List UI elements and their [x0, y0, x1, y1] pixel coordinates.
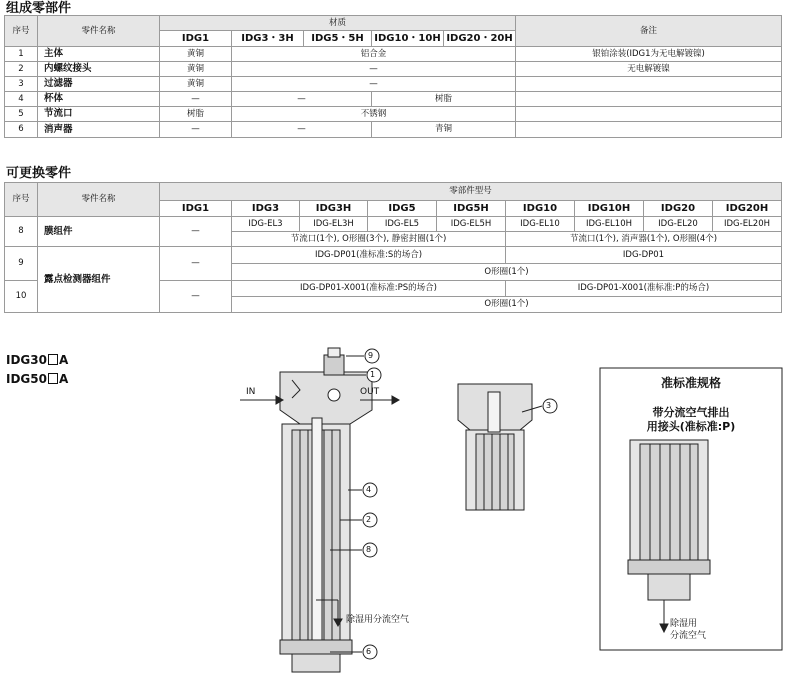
header-part-number: 零部件型号 [160, 183, 782, 201]
section-title-components: 组成零部件 [6, 1, 72, 16]
table-row: 6 消声器 — — 青铜 [5, 122, 782, 138]
table-row: 9 露点检测器组件 — IDG-DP01(准标准:S的场合) IDG-DP01 [5, 247, 782, 264]
table-row: 2 内螺纹接头 黄铜 — 无电解镀镍 [5, 62, 782, 77]
table-row: 10 — IDG-DP01-X001(准标准:PS的场合) IDG-DP01-X001(准标准:P的场合) [5, 281, 782, 297]
model-title-30: IDG30 A [6, 353, 69, 367]
callout-label: 6 [366, 647, 372, 656]
model-header: IDG5 [368, 201, 437, 217]
header-part-name: 零件名称 [38, 16, 160, 47]
table-row: 1 主体 黄铜 铝合金 银铂涂装(IDG1为无电解镀镍) [5, 47, 782, 62]
model-header: IDG1 [160, 201, 232, 217]
section-title-replacement: 可更换零件 [6, 166, 72, 181]
purge-air-label: 除湿用分流空气 [346, 615, 410, 625]
callout-label: 2 [366, 515, 372, 524]
table-row: 5 节流口 树脂 不锈钢 [5, 107, 782, 122]
model-header: IDG10H [575, 201, 644, 217]
callout-label: 3 [546, 401, 552, 410]
header-note: 备注 [516, 16, 782, 47]
in-label: IN [246, 387, 256, 397]
model-header: IDG3 [232, 201, 300, 217]
model-header: IDG20 [644, 201, 713, 217]
model-header: IDG20・20H [444, 31, 516, 47]
model-header: IDG10・10H [372, 31, 444, 47]
semi-standard-desc: 用接头(准标准:P) [646, 420, 736, 433]
table-row: 8 膜组件 — IDG-EL3 IDG-EL3H IDG-EL5 IDG-EL5H IDG-EL10 IDG-EL10H IDG-EL20 IDG-EL20H [5, 217, 782, 232]
table-row: 3 过滤器 黄铜 — [5, 77, 782, 92]
callout-label: 4 [366, 485, 372, 494]
model-header: IDG5・5H [304, 31, 372, 47]
model-header: IDG3・3H [232, 31, 304, 47]
model-header: IDG20H [713, 201, 782, 217]
callout-label: 1 [370, 370, 376, 379]
header-no: 序号 [5, 183, 38, 217]
table-row: O形圈(1个) [5, 264, 782, 281]
table-row: O形圈(1个) [5, 297, 782, 313]
model-header: IDG3H [300, 201, 368, 217]
callout-label: 8 [366, 545, 372, 554]
purge-air-label: 分流空气 [670, 631, 707, 641]
header-part-name: 零件名称 [38, 183, 160, 217]
model-header: IDG1 [160, 31, 232, 47]
header-material: 材质 [160, 16, 516, 31]
model-header: IDG10 [506, 201, 575, 217]
out-label: OUT [360, 387, 380, 397]
table-row: 4 杯体 — — 树脂 [5, 92, 782, 107]
table-row: 节流口(1个), O形圈(3个), 静密封圈(1个) 节流口(1个), 消声器(1个), O形圈(4个) [5, 232, 782, 247]
header-no: 序号 [5, 16, 38, 47]
callout-label: 9 [368, 351, 374, 360]
semi-standard-title: 准标准规格 [660, 376, 721, 390]
semi-standard-desc: 带分流空气排出 [652, 406, 730, 419]
model-title-50: IDG50 A [6, 372, 69, 386]
model-header: IDG5H [437, 201, 506, 217]
purge-air-label: 除湿用 [670, 619, 698, 629]
